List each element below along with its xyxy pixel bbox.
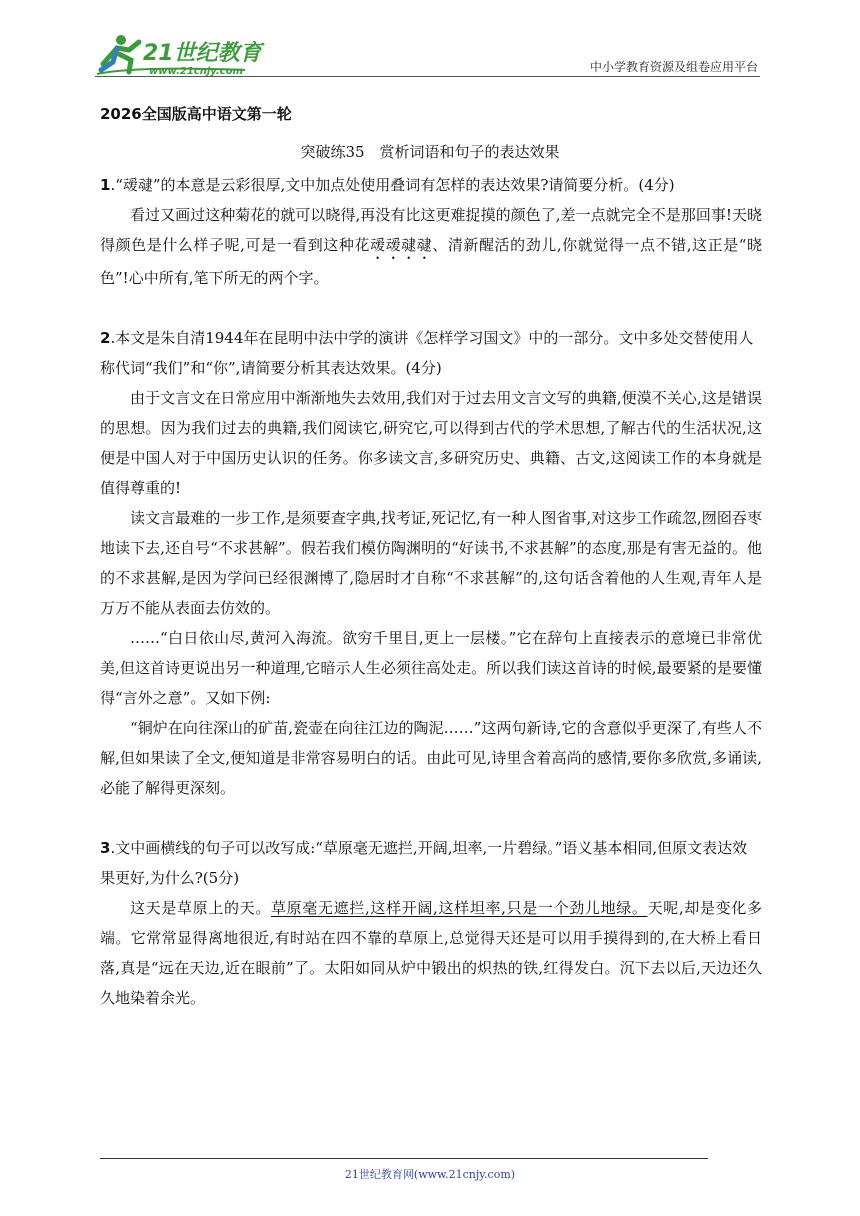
page-header [95,30,760,80]
footer-divider [100,1158,708,1159]
passage-paragraph: 读文言最难的一步工作,是须要查字典,找考证,死记忆,有一种人图省事,对这步工作疏忽,囫囵吞枣地读下去,还自号“不求甚解”。假若我们模仿陶渊明的“好读书,不求甚解”的态度,那是有害无益的。他的不求甚解,是因为学问已经很渊博了,隐居时才自称“不求甚解”的,这句话含着他的人生观,青年人是万万不能从表面去仿效的。 [100,509,762,617]
platform-name: 中小学教育资源及组卷应用平台 [589,60,758,74]
underlined-sentence: 草原毫无遮拦,这样开阔,这样坦率,只是一个劲儿地绿。 [270,899,648,917]
passage-paragraph: 由于文言文在日常应用中渐渐地失去效用,我们对于过去用文言文写的典籍,便漠不关心,这是错误的思想。因为我们过去的典籍,我们阅读它,研究它,可以得到古代的学术思想,了解古代的生活状况,这便是中国人对于中国历史认识的任务。你多读文言,多研究历史、典籍、古文,这阅读工作的本身就是值得尊重的! [100,389,762,497]
site-logo [95,30,265,78]
question-3 [100,833,762,893]
passage-text: 天呢,却是变化多端。它常常显得离地很近,有时站在四不靠的草原上,总觉得天还是可以用手摸得到的,在大桥上看日落,真是“远在天边,近在眼前”了。太阳如同从炉中锻出的炽热的铁,红得发白。沉下去以后,天边还久久地染着余光。 [100,899,762,1007]
passage-paragraph: “铜炉在向往深山的矿苗,瓷壶在向往江边的陶泥……”这两句新诗,它的含意似乎更深了,有些人不解,但如果读了全文,便知道是非常容易明白的话。由此可见,诗里含着高尚的感情,要你多欣赏,多诵读,必能了解得更深刻。 [100,719,762,797]
dotted-reduplicated-word: 叆叆叇叇 [370,236,433,254]
question-number: 1 [100,176,111,194]
question-1 [100,170,762,200]
document-title: 2026全国版高中语文第一轮 [100,105,292,123]
passage-text: 、清新醒活的劲儿,你就觉得一点不错,这正是“晓色”!心中所有,笔下所无的两个字。 [100,236,762,287]
question-text: .“叆叇”的本意是云彩很厚,文中加点处使用叠词有怎样的表达效果?请简要分析。(4分) [110,176,675,194]
header-divider [95,76,760,77]
svg-text:21世纪教育: 21世纪教育 [143,41,262,66]
passage-paragraph: ……“白日依山尽,黄河入海流。欲穷千里目,更上一层楼。”它在辞句上直接表示的意境已非常优美,但这首诗更说出另一种道理,它暗示人生必须往高处走。所以我们读这首诗的时候,最要紧的是要懂得“言外之意”。又如下例: [100,629,762,707]
passage-paragraph [100,200,762,293]
question-2 [100,323,762,383]
question-text: .本文是朱自清1944年在昆明中法中学的演讲《怎样学习国文》中的一部分。文中多处交替使用人称代词“我们”和“你”,请简要分析其表达效果。(4分) [100,329,754,377]
passage-text: 看过又画过这种菊花的就可以晓得,再没有比这更难捉摸的颜色了,差一点就完全不是那回事!天晓得颜色是什么样子呢,可是一看到这种花 [100,206,762,254]
page-footer: 21世纪教育网(www.21cnjy.com) [344,1168,516,1181]
question-number: 2 [100,329,111,347]
document-body [100,170,762,1013]
svg-text:www.21cnjy.com: www.21cnjy.com [149,66,243,77]
passage-text: 这天是草原上的天。 [130,899,271,917]
passage-paragraph [100,893,762,1013]
section-title: 突破练35 赏析词语和句子的表达效果 [300,143,560,161]
question-number: 3 [100,839,111,857]
question-text: .文中画横线的句子可以改写成:“草原毫无遮拦,开阔,坦率,一片碧绿。”语义基本相同,但原文表达效果更好,为什么?(5分) [100,839,748,887]
